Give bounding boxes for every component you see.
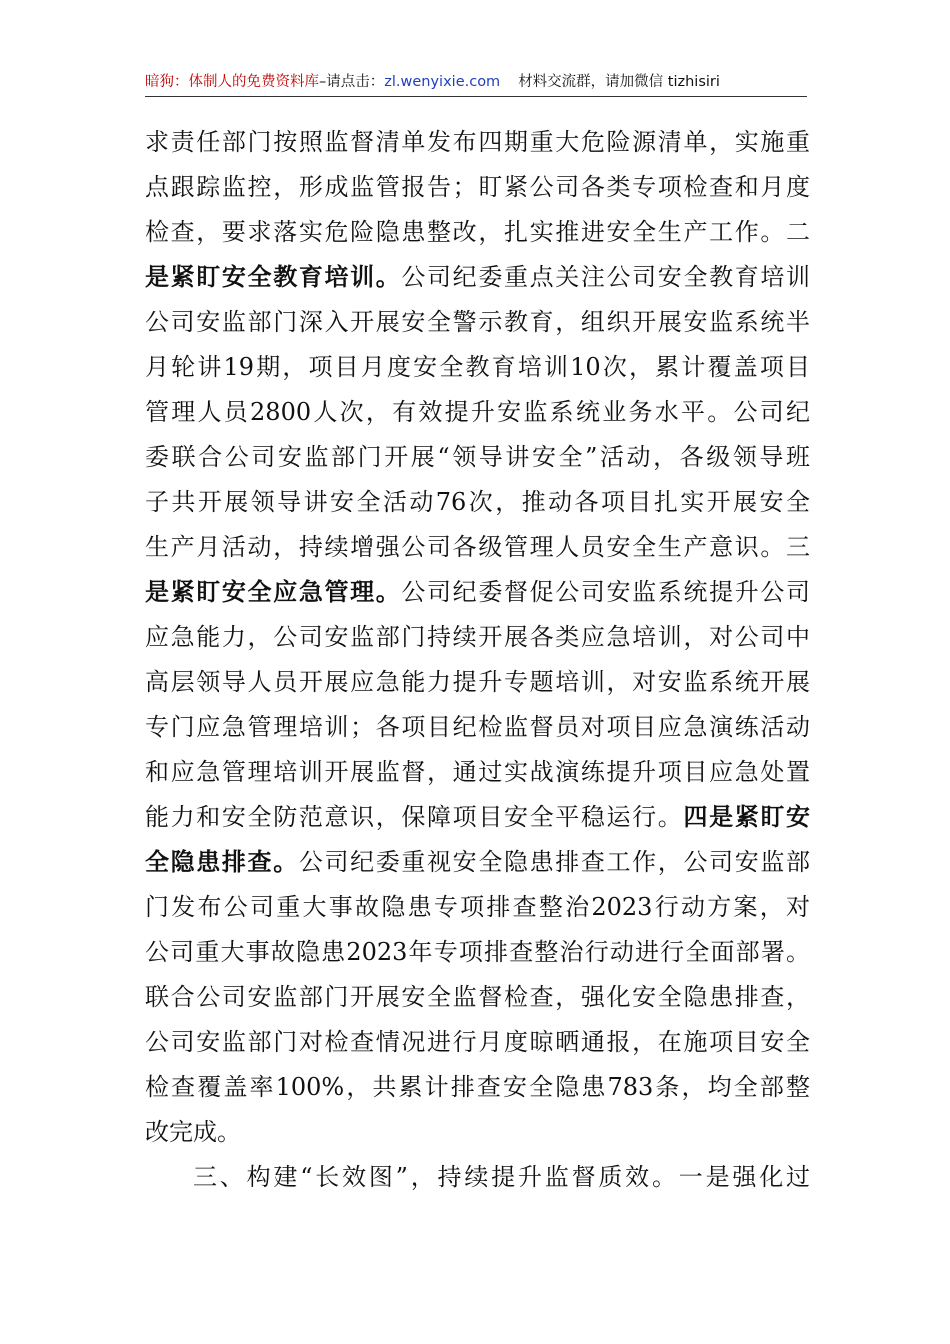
line-text: 改完成。 bbox=[145, 1118, 241, 1146]
line-text: 联合公司安监部门开展安全监督检查，强化安全隐患排查， bbox=[145, 983, 810, 1011]
text-line bbox=[145, 795, 810, 840]
line-text: 委联合公司安监部门开展“领导讲安全”活动，各级领导班 bbox=[145, 443, 810, 471]
bold-heading: 是紧盯安全教育培训。 bbox=[145, 263, 402, 291]
line-text: 管理人员2800人次，有效提升安监系统业务水平。公司纪 bbox=[145, 398, 810, 426]
text-line bbox=[145, 570, 810, 615]
line-text: 公司纪委督促公司安监系统提升公司 bbox=[401, 578, 811, 606]
line-text: 检查，要求落实危险隐患整改，扎实推进安全生产工作。二 bbox=[145, 218, 810, 246]
header-site-name: 暗狗：体制人的免费资料库 bbox=[145, 74, 319, 90]
text-line bbox=[145, 1065, 810, 1110]
text-line bbox=[145, 615, 810, 660]
line-text: 求责任部门按照监督清单发布四期重大危险源清单，实施重 bbox=[145, 128, 810, 156]
text-line bbox=[145, 435, 810, 480]
line-text: 子共开展领导讲安全活动76次，推动各项目扎实开展安全 bbox=[145, 488, 810, 516]
line-text: 点跟踪监控，形成监管报告；盯紧公司各类专项检查和月度 bbox=[145, 173, 810, 201]
line-text: 生产月活动，持续增强公司各级管理人员安全生产意识。三 bbox=[145, 533, 810, 561]
line-text: 公司安监部门对检查情况进行月度晾晒通报，在施项目安全 bbox=[145, 1028, 810, 1056]
line-text: 公司纪委重视安全隐患排查工作，公司安监部 bbox=[298, 848, 811, 876]
line-text: 月轮讲19期，项目月度安全教育培训10次，累计覆盖项目 bbox=[145, 353, 810, 381]
text-line bbox=[145, 705, 810, 750]
text-line bbox=[145, 1110, 810, 1155]
text-line bbox=[145, 480, 810, 525]
text-line bbox=[145, 120, 810, 165]
line-text: 专门应急管理培训；各项目纪检监督员对项目应急演练活动 bbox=[145, 713, 810, 741]
line-text: 能力和安全防范意识，保障项目安全平稳运行。 bbox=[145, 803, 684, 831]
text-line bbox=[145, 255, 810, 300]
text-line bbox=[145, 525, 810, 570]
text-line bbox=[145, 885, 810, 930]
text-line bbox=[145, 1155, 810, 1200]
line-text: 高层领导人员开展应急能力提升专题培训，对安监系统开展 bbox=[145, 668, 810, 696]
header-divider bbox=[145, 96, 807, 97]
bold-heading: 四是紧盯安 bbox=[683, 803, 811, 831]
text-line bbox=[145, 210, 810, 255]
header-group-text: 材料交流群，请加微信 tizhisiri bbox=[518, 74, 720, 90]
line-text: 检查覆盖率100%，共累计排查安全隐患783条，均全部整 bbox=[145, 1073, 810, 1101]
text-line bbox=[145, 1020, 810, 1065]
text-line bbox=[145, 300, 810, 345]
text-line bbox=[145, 750, 810, 795]
line-text: 公司安监部门深入开展安全警示教育，组织开展安监系统半 bbox=[145, 308, 810, 336]
text-line bbox=[145, 390, 810, 435]
document-body bbox=[145, 120, 810, 1200]
text-line bbox=[145, 840, 810, 885]
text-line bbox=[145, 345, 810, 390]
text-line bbox=[145, 165, 810, 210]
text-line bbox=[145, 930, 810, 975]
line-text: 和应急管理培训开展监督，通过实战演练提升项目应急处置 bbox=[145, 758, 810, 786]
bold-heading: 是紧盯安全应急管理。 bbox=[145, 578, 402, 606]
text-line bbox=[145, 975, 810, 1020]
line-text: 门发布公司重大事故隐患专项排查整治2023行动方案，对 bbox=[145, 893, 810, 921]
text-line bbox=[145, 660, 810, 705]
header-url-link[interactable]: zl.wenyixie.com bbox=[384, 74, 501, 90]
page-header bbox=[145, 70, 807, 96]
line-text: 应急能力，公司安监部门持续开展各类应急培训，对公司中 bbox=[145, 623, 810, 651]
line-text: 公司重大事故隐患2023年专项排查整治行动进行全面部署。 bbox=[145, 938, 810, 966]
line-text: 公司纪委重点关注公司安全教育培训 bbox=[401, 263, 811, 291]
bold-heading: 全隐患排查。 bbox=[145, 848, 299, 876]
header-click-prompt: –请点击： bbox=[319, 74, 385, 90]
line-text: 三、构建“长效图”，持续提升监督质效。一是强化过 bbox=[193, 1163, 810, 1191]
